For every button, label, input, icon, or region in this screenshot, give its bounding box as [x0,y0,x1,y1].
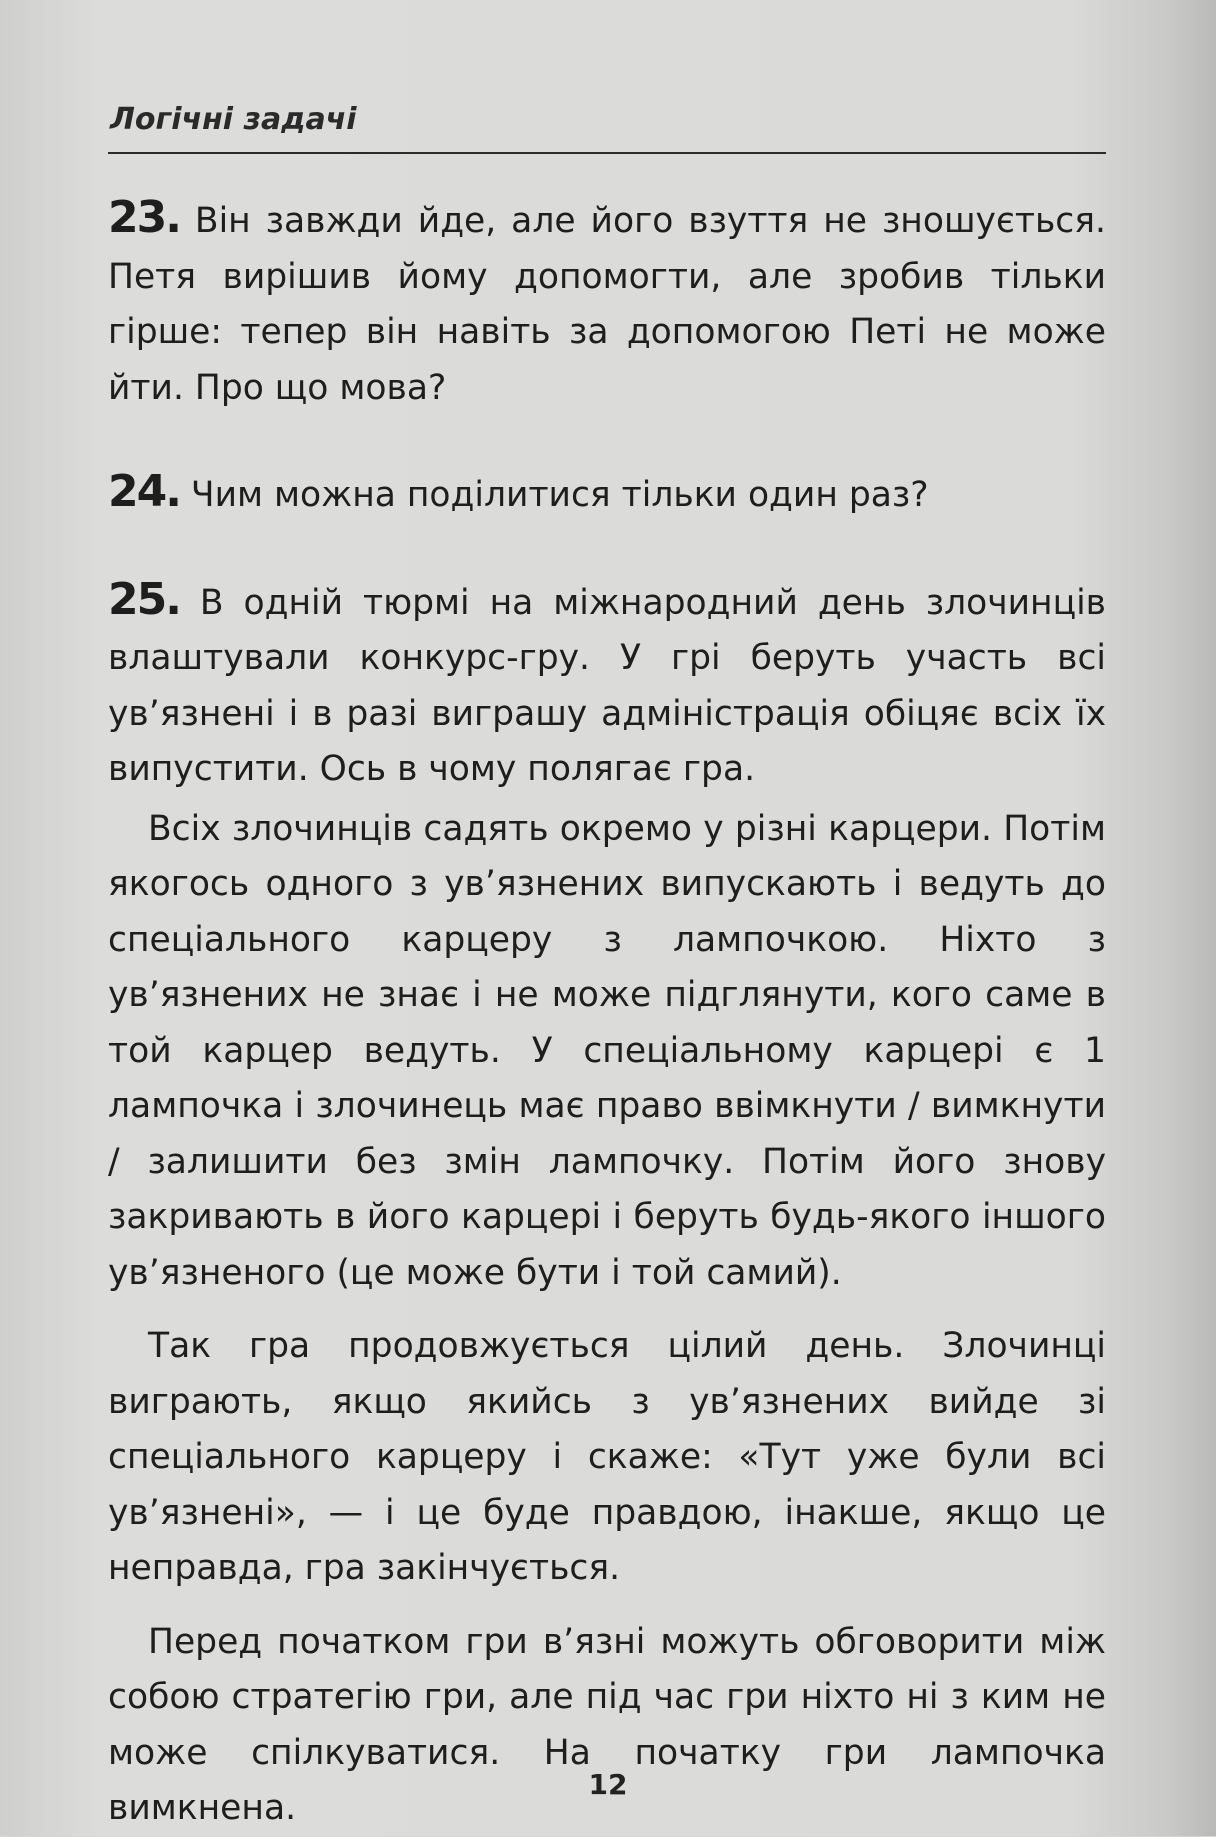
running-header [108,102,1106,154]
section-title: Логічні задачі [110,102,357,137]
paragraph: Всіх злочинців садять окремо у різні карцери. Потім якогось одного з ув’язнених випускають і ведуть до спеціального карцеру з лампочкою. Ніхто з ув’язнених не знає і не може підглянути, кого саме в той карцер ведуть. У спеціальному карцері є 1 лампочка і злочинець має право ввімкнути / вимкнути / залишити без змін лампочку. Потім його знову закривають в його карцері і беруть будь-якого іншого ув’язненого (це може бути і той самий). [108,808,1106,1293]
page-content [108,190,1106,1837]
paragraph: Так гра продовжується цілий день. Злочинці виграють, якщо якийсь з ув’язнених вийде зі спеціального карцеру і скаже: «Тут уже були всі ув’язнені», — і це буде правдою, інакше, якщо це неправда, гра закінчується. [108,1326,1106,1588]
spacer [108,524,1106,572]
problem-24 [108,464,1106,524]
problem-25 [108,572,1106,798]
paragraph: Перед початком гри в’язні можуть обговорити між собою стратегію гри, але під час гри ніхто ні з ким не може спілкуватися. На початку гри лампочка вимкнена. [108,1621,1106,1828]
problem-text: В одній тюрмі на міжнародний день злочинців влаштували конкурс-гру. У грі беруть участь всі ув’язнені і в разі виграшу адміністрація обіцяє всіх їх випустити. Ось в чому полягає гра. [108,582,1106,789]
problem-number: 24. [108,466,180,517]
page-number: 12 [588,1768,628,1801]
problem-text: Він завжди йде, але його взуття не зношується. Петя вирішив йому допомогти, але зробив тільки гірше: тепер він навіть за допомогою Петі не може йти. Про що мова? [108,201,1106,408]
problem-number: 23. [108,192,180,243]
spacer [108,416,1106,464]
problem-23 [108,190,1106,416]
problem-number: 25. [108,573,180,625]
problem-text: Чим можна поділитися тільки один раз? [190,475,929,515]
